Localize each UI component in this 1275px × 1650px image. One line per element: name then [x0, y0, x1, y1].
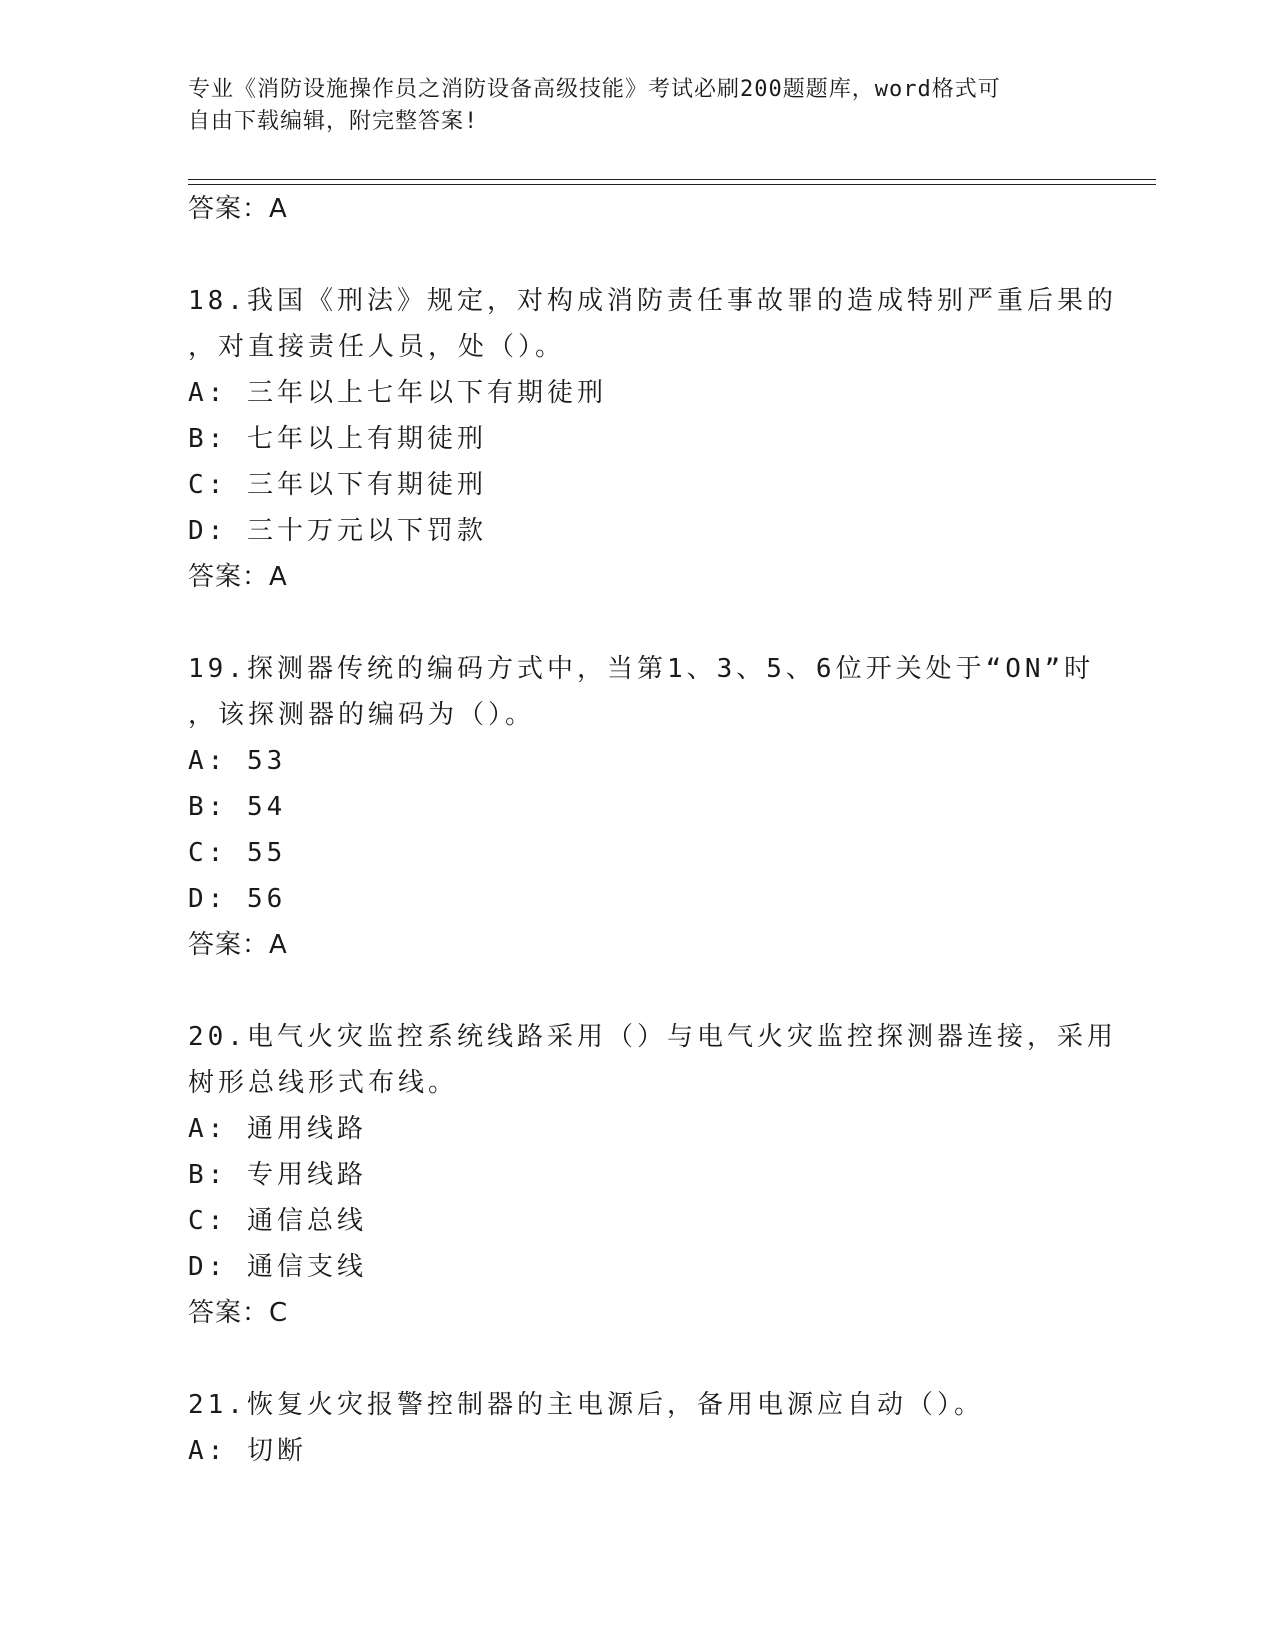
- question-stem-line: 19.探测器传统的编码方式中，当第1、3、5、6位开关处于“ON”时: [188, 654, 1095, 684]
- option-a: A: 53: [188, 746, 287, 776]
- option-d: D: 三十万元以下罚款: [188, 516, 487, 546]
- header-line-2: 自由下载编辑，附完整答案!: [188, 109, 479, 134]
- previous-answer: 答案：A: [188, 194, 288, 224]
- question-18: [188, 278, 1117, 600]
- question-20: [188, 1014, 1117, 1336]
- option-a: A: 三年以上七年以下有期徒刑: [188, 378, 607, 408]
- question-stem-line: 18.我国《刑法》规定，对构成消防责任事故罪的造成特别严重后果的: [188, 286, 1117, 316]
- option-c: C: 三年以下有期徒刑: [188, 470, 487, 500]
- option-a: A: 切断: [188, 1436, 307, 1466]
- answer: 答案：C: [188, 1298, 289, 1328]
- option-a: A: 通用线路: [188, 1114, 367, 1144]
- document-header: [188, 74, 1068, 138]
- question-stem-line: 树形总线形式布线。: [188, 1068, 459, 1098]
- option-c: C: 通信总线: [188, 1206, 367, 1236]
- question-21: [188, 1382, 1088, 1474]
- option-b: B: 54: [188, 792, 287, 822]
- option-c: C: 55: [188, 838, 287, 868]
- question-stem-line: ，该探测器的编码为（）。: [188, 700, 536, 730]
- option-b: B: 专用线路: [188, 1160, 367, 1190]
- header-divider: [188, 179, 1156, 185]
- option-d: D: 通信支线: [188, 1252, 367, 1282]
- question-list: [188, 186, 1117, 1474]
- question-stem-line: 20.电气火灾监控系统线路采用（）与电气火灾监控探测器连接，采用: [188, 1022, 1117, 1052]
- option-b: B: 七年以上有期徒刑: [188, 424, 487, 454]
- answer: 答案：A: [188, 562, 288, 592]
- option-d: D: 56: [188, 884, 287, 914]
- question-19: [188, 646, 1095, 968]
- question-stem-line: 21.恢复火灾报警控制器的主电源后，备用电源应自动（）。: [188, 1390, 984, 1420]
- question-stem-line: ，对直接责任人员，处（）。: [188, 332, 566, 362]
- answer: 答案：A: [188, 930, 288, 960]
- header-line-1: 专业《消防设施操作员之消防设备高级技能》考试必刷200题题库，word格式可: [188, 77, 1001, 102]
